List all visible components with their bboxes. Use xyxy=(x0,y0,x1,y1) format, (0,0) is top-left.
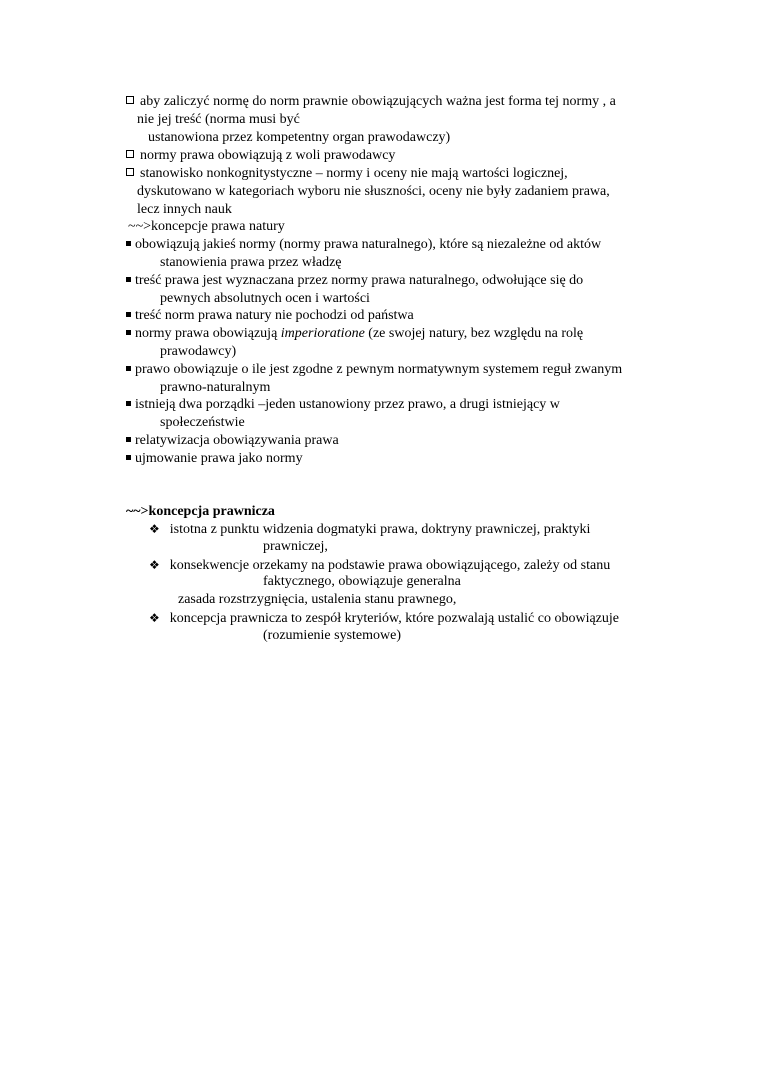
heading-text: koncepcje prawa natury xyxy=(151,219,285,234)
item-text: prawo obowiązuje o ile jest zgodne z pewnym normatywnym systemem reguł zwanym xyxy=(135,362,623,377)
item-continuation: (rozumienie systemowe) xyxy=(263,628,402,643)
item-continuation: prawno-naturalnym xyxy=(160,380,271,395)
list-item xyxy=(126,93,616,111)
item-text: normy prawa obowiązują xyxy=(135,326,281,341)
square-bullet-icon xyxy=(126,277,131,282)
item-continuation: zasada rozstrzygnięcia, ustalenia stanu prawnego, xyxy=(178,592,457,607)
square-bullet-icon xyxy=(126,96,134,104)
list-item xyxy=(149,609,619,628)
latin-term: imperioratione xyxy=(280,326,365,341)
square-bullet-icon xyxy=(126,241,131,246)
list-item xyxy=(126,236,601,254)
item-text: istotna z punktu widzenia dogmatyki prawa, doktryny prawniczej, praktyki xyxy=(169,522,591,537)
diamond-star-bullet-icon: ❖ xyxy=(149,522,160,536)
item-text: aby zaliczyć normę do norm prawnie obowiązujących ważna jest forma tej normy , a xyxy=(140,94,616,109)
item-continuation: pewnych absolutnych ocen i wartości xyxy=(160,291,370,306)
section-heading xyxy=(126,503,275,521)
item-text: obowiązują jakieś normy (normy prawa naturalnego), które są niezależne od aktów xyxy=(135,237,602,252)
item-continuation: nie jej treść (norma musi być xyxy=(137,112,300,127)
item-text: stanowisko nonkognitystyczne – normy i oceny nie mają wartości logicznej, xyxy=(140,166,568,181)
item-continuation: dyskutowano w kategoriach wyboru nie słuszności, oceny nie były zadaniem prawa, xyxy=(137,184,610,199)
item-text: konsekwencje orzekamy na podstawie prawa obowiązującego, zależy od stanu xyxy=(169,558,611,573)
square-bullet-icon xyxy=(126,168,134,176)
item-text: relatywizacja obowiązywania prawa xyxy=(135,433,339,448)
item-continuation: faktycznego, obowiązuje generalna xyxy=(263,574,461,589)
item-text: ujmowanie prawa jako normy xyxy=(135,451,303,466)
item-text: treść prawa jest wyznaczana przez normy prawa naturalnego, odwołujące się do xyxy=(135,273,584,288)
square-bullet-icon xyxy=(126,437,131,442)
item-continuation: lecz innych nauk xyxy=(137,202,232,217)
item-continuation: ustanowiona przez kompetentny organ prawodawczy) xyxy=(148,130,451,145)
list-item xyxy=(126,165,568,183)
list-item xyxy=(126,450,303,468)
list-item xyxy=(126,325,583,343)
item-continuation: prawodawcy) xyxy=(160,344,237,359)
diamond-star-bullet-icon: ❖ xyxy=(149,558,160,572)
item-text: normy prawa obowiązują z woli prawodawcy xyxy=(140,148,396,163)
list-item xyxy=(126,396,560,414)
item-text: istnieją dwa porządki –jeden ustanowiony przez prawo, a drugi istniejący w xyxy=(135,397,560,412)
item-continuation: stanowienia prawa przez władzę xyxy=(160,255,342,270)
square-bullet-icon xyxy=(126,312,131,317)
list-item xyxy=(126,432,339,450)
list-item xyxy=(126,361,622,379)
square-bullet-icon xyxy=(126,150,134,158)
list-item xyxy=(126,147,395,165)
heading-text: koncepcja prawnicza xyxy=(148,504,275,519)
list-item xyxy=(126,272,583,290)
list-item xyxy=(149,520,590,539)
item-text: koncepcja prawnicza to zespół kryteriów, które pozwalają ustalić co obowiązuje xyxy=(169,611,620,626)
item-continuation: społeczeństwie xyxy=(160,415,245,430)
item-text: treść norm prawa natury nie pochodzi od państwa xyxy=(135,308,414,323)
diamond-star-bullet-icon: ❖ xyxy=(149,611,160,625)
arrow-prefix: ~~> xyxy=(126,504,149,519)
section-heading xyxy=(128,218,285,236)
arrow-prefix: ~~> xyxy=(128,219,152,234)
square-bullet-icon xyxy=(126,366,131,371)
square-bullet-icon xyxy=(126,455,131,460)
list-item xyxy=(126,307,414,325)
square-bullet-icon xyxy=(126,401,131,406)
item-continuation: prawniczej, xyxy=(263,539,328,554)
square-bullet-icon xyxy=(126,330,131,335)
item-text: (ze swojej natury, bez względu na rolę xyxy=(364,326,584,341)
